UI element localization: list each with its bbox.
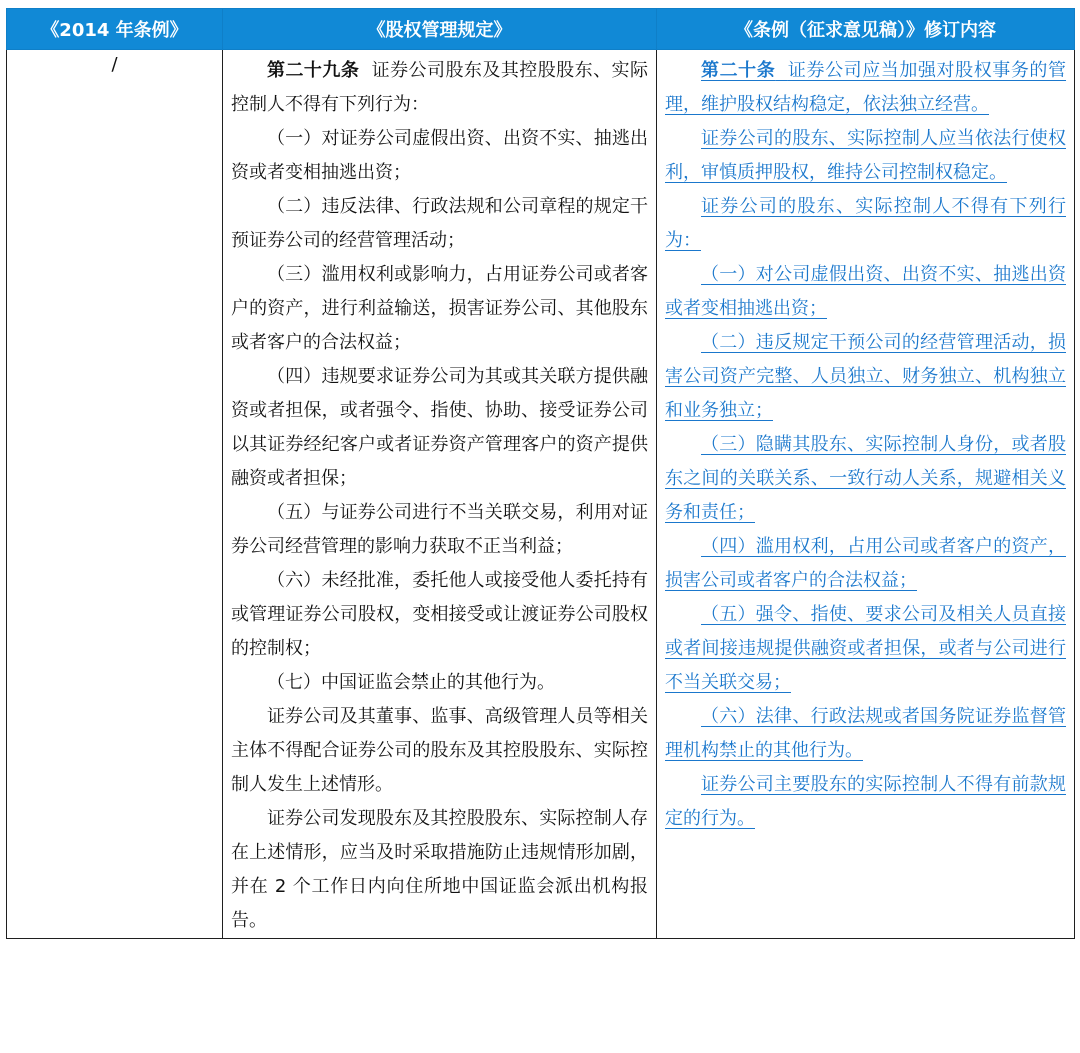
paragraph: （四）滥用权利，占用公司或者客户的资产，损害公司或者客户的合法权益； [665,536,1066,591]
paragraph: （一）对证券公司虚假出资、出资不实、抽逃出资或者变相抽逃出资； [231,128,648,183]
cell-draft-revision [657,50,1075,939]
paragraph: 证券公司发现股东及其控股股东、实际控制人存在上述情形，应当及时采取措施防止违规情形加剧，并在 2 个工作日内向住所地中国证监会派出机构报告。 [231,808,648,931]
paragraph: （七）中国证监会禁止的其他行为。 [267,672,555,693]
paragraph: （三）滥用权利或影响力，占用证券公司或者客户的资产，进行利益输送，损害证券公司、其他股东或者客户的合法权益； [231,264,648,353]
content-row [7,50,1075,939]
article-paragraph [665,54,1066,122]
paragraph: （二）违反法律、行政法规和公司章程的规定干预证券公司的经营管理活动； [231,196,648,251]
paragraph: （五）与证券公司进行不当关联交易，利用对证券公司经营管理的影响力获取不正当利益； [231,502,648,557]
paragraph: （一）对公司虚假出资、出资不实、抽逃出资或者变相抽逃出资； [665,264,1066,319]
paragraph: （五）强令、指使、要求公司及相关人员直接或者间接违规提供融资或者担保，或者与公司进行不当关联交易； [665,604,1066,693]
paragraph: （二）违反规定干预公司的经营管理活动，损害公司资产完整、人员独立、财务独立、机构独立和业务独立； [665,332,1066,421]
article-number: 第二十九条 [267,60,360,81]
paragraph: （六）未经批准，委托他人或接受他人委托持有或管理证券公司股权，变相接受或让渡证券公司股权的控制权； [231,570,648,659]
paragraph: 证券公司主要股东的实际控制人不得有前款规定的行为。 [665,774,1066,829]
paragraph: 证券公司的股东、实际控制人应当依法行使权利，审慎质押股权，维持公司控制权稳定。 [665,128,1066,183]
header-col-draft-revision: 《条例（征求意见稿）》修订内容 [657,9,1075,50]
header-col-2014-regulation: 《2014 年条例》 [7,9,223,50]
empty-mark: / [111,54,118,75]
cell-2014-regulation [7,50,223,939]
paragraph: （六）法律、行政法规或者国务院证券监督管理机构禁止的其他行为。 [665,706,1066,761]
paragraph-text: 证券公司应当加强对股权事务的管理，维护股权结构稳定，依法独立经营。 [665,60,1067,115]
cell-equity-rules [223,50,657,939]
header-col-equity-rules: 《股权管理规定》 [223,9,657,50]
header-row [7,9,1075,50]
paragraph: （四）违规要求证券公司为其或其关联方提供融资或者担保，或者强令、指使、协助、接受证券公司以其证券经纪客户或者证券资产管理客户的资产提供融资或者担保； [231,366,648,489]
paragraph: 证券公司的股东、实际控制人不得有下列行为： [665,196,1066,251]
paragraph: 证券公司及其董事、监事、高级管理人员等相关主体不得配合证券公司的股东及其控股股东、实际控制人发生上述情形。 [231,706,648,795]
article-paragraph [231,54,648,122]
paragraph: （三）隐瞒其股东、实际控制人身份，或者股东之间的关联关系、一致行动人关系，规避相关义务和责任； [665,434,1066,523]
article-number: 第二十条 [701,60,776,81]
paragraph-text: 证券公司股东及其控股股东、实际控制人不得有下列行为： [231,60,649,115]
comparison-table [6,8,1075,939]
